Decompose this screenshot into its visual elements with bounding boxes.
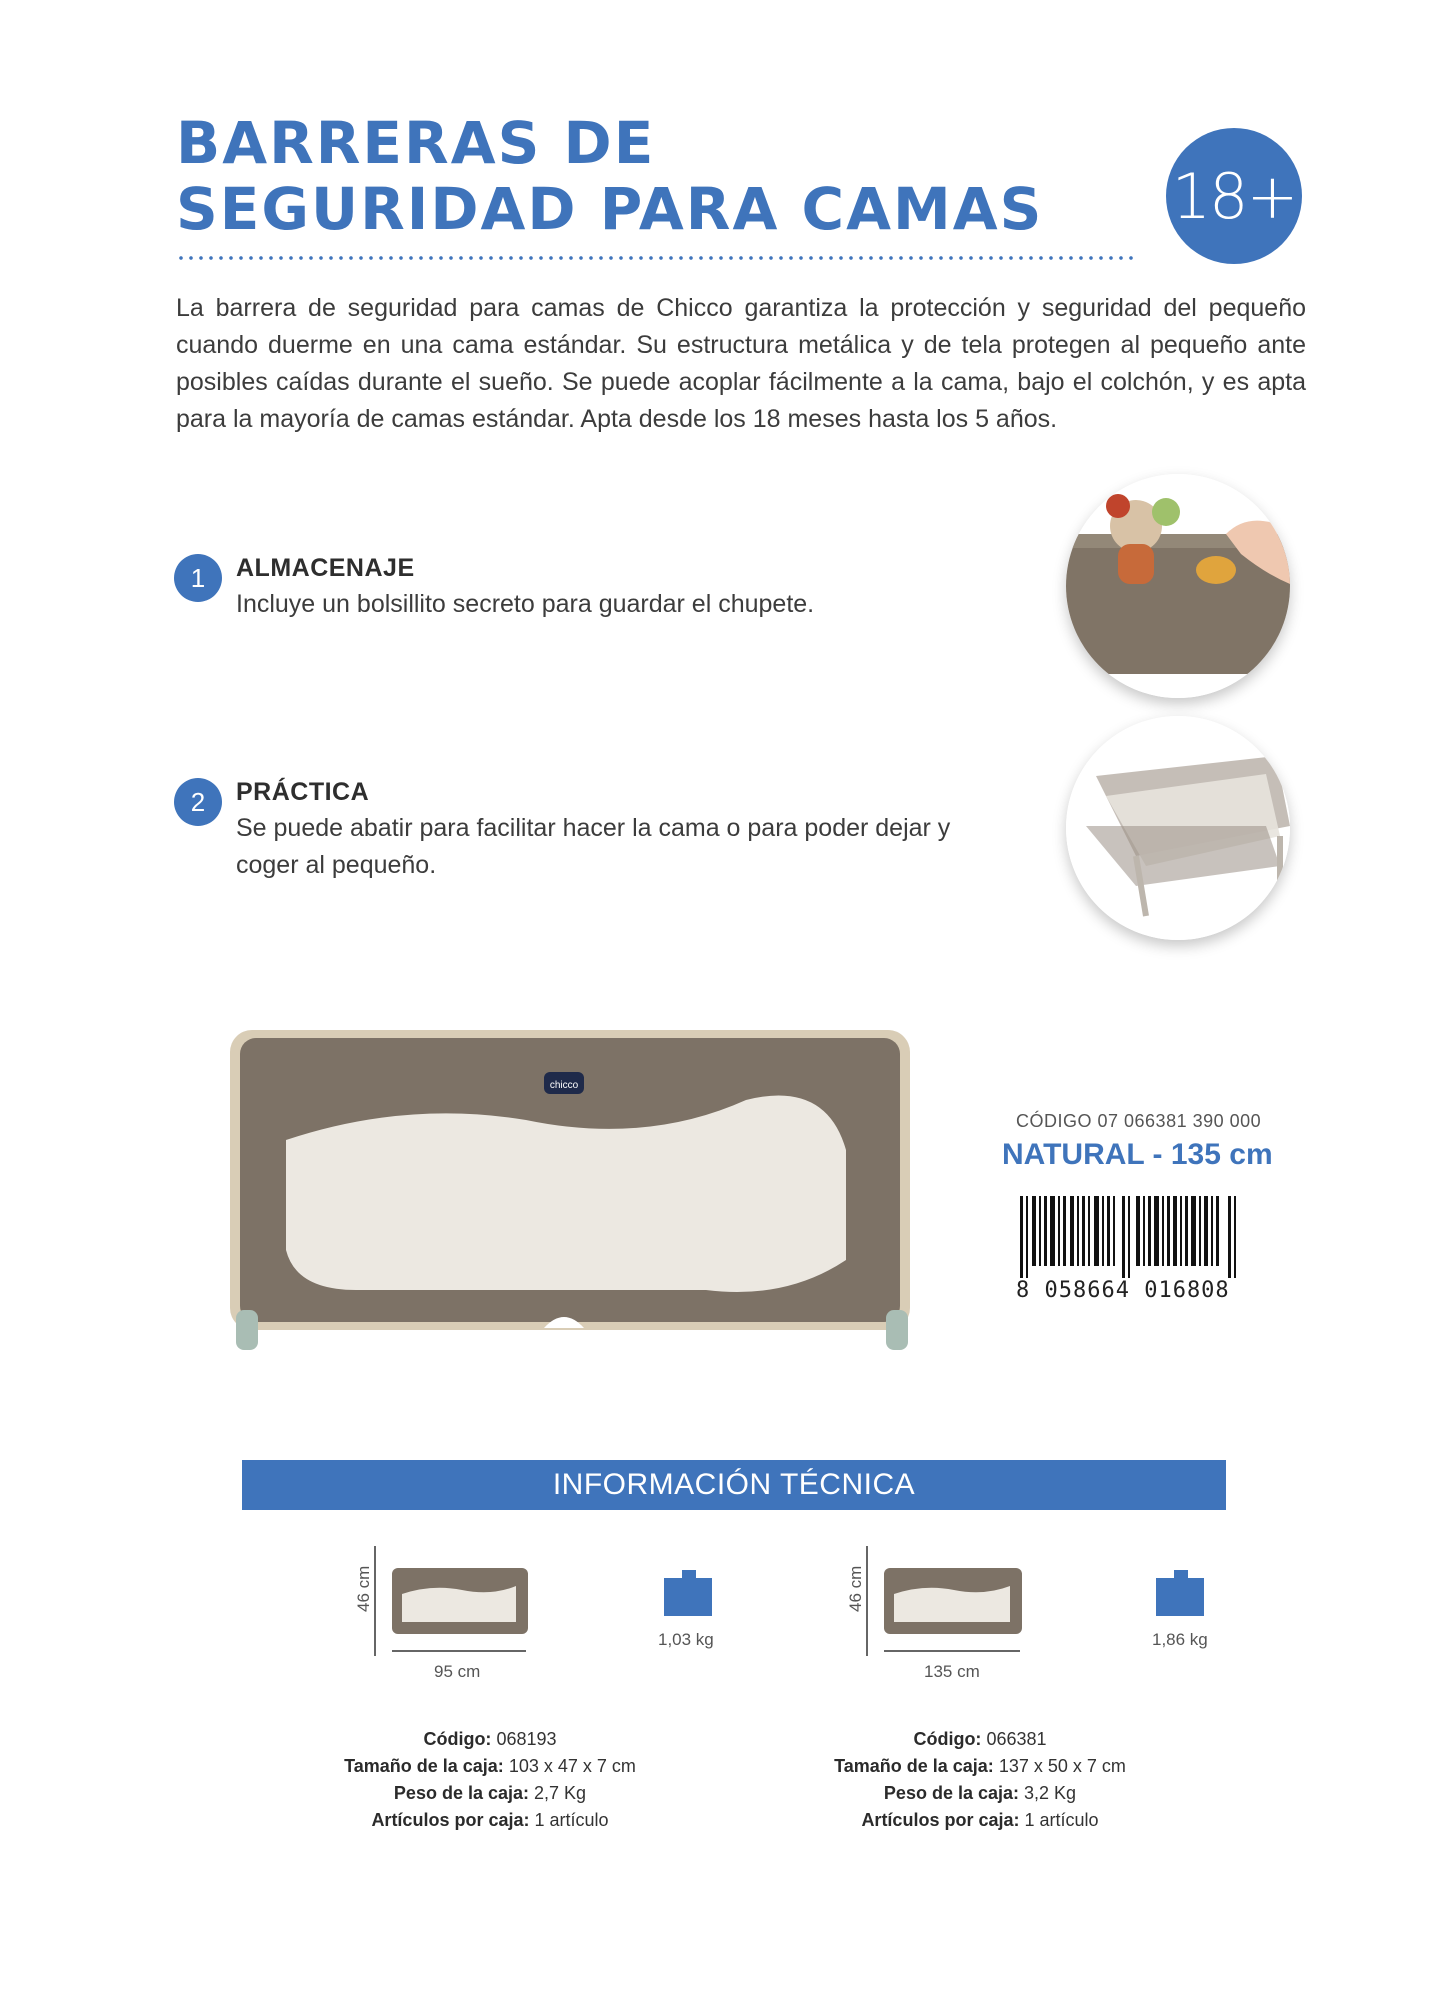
- code-value: 068193: [496, 1729, 557, 1749]
- product-variant: NATURAL - 135 cm: [1002, 1138, 1273, 1171]
- title-line-2: SEGURIDAD PARA CAMAS: [176, 175, 1044, 243]
- model-2-height: 46 cm: [846, 1565, 865, 1612]
- page-title: [176, 110, 1076, 242]
- feature-number-2: 2: [174, 778, 222, 826]
- model-2-specs: [730, 1726, 1230, 1834]
- technical-info-heading: INFORMACIÓN TÉCNICA: [242, 1460, 1226, 1510]
- title-line-1: BARRERAS DE: [176, 109, 656, 177]
- height-guide-line: [866, 1546, 868, 1656]
- box-weight-value: 3,2 Kg: [1024, 1783, 1077, 1803]
- code-label: Código:: [423, 1729, 492, 1749]
- box-size-value: 103 x 47 x 7 cm: [508, 1756, 636, 1776]
- items-value: 1 artículo: [1024, 1810, 1099, 1830]
- barcode: [1018, 1196, 1240, 1282]
- box-weight-label: Peso de la caja:: [883, 1783, 1019, 1803]
- storage-pocket-photo: [1066, 474, 1290, 698]
- model-2-thumbnail: [884, 1568, 1022, 1634]
- feature-title-storage: ALMACENAJE: [236, 554, 415, 582]
- box-weight-label: Peso de la caja:: [393, 1783, 529, 1803]
- brand-tag: chicco: [549, 1080, 579, 1091]
- product-code: CÓDIGO 07 066381 390 000: [1016, 1111, 1262, 1131]
- items-value: 1 artículo: [534, 1810, 609, 1830]
- feature-title-practical: PRÁCTICA: [236, 778, 370, 806]
- box-size-value: 137 x 50 x 7 cm: [998, 1756, 1126, 1776]
- bed-rail-illustration: [226, 1020, 916, 1360]
- dotted-divider: [176, 256, 1136, 260]
- code-value: 066381: [986, 1729, 1047, 1749]
- feature-number-1: 1: [174, 554, 222, 602]
- feature-desc-practical: Se puede abatir para facilitar hacer la cama o para poder dejar y coger al pequeño.: [236, 814, 951, 879]
- model-1-height: 46 cm: [354, 1565, 373, 1612]
- weight-icon: [1156, 1570, 1204, 1616]
- box-size-label: Tamaño de la caja:: [344, 1756, 504, 1776]
- barcode-bars: [1018, 1196, 1240, 1278]
- model-2-width: 135 cm: [924, 1662, 980, 1681]
- fold-down-photo: [1066, 716, 1290, 940]
- box-weight-value: 2,7 Kg: [534, 1783, 587, 1803]
- barcode-number: 8 058664 016808: [1016, 1278, 1230, 1303]
- feature-desc-storage: Incluye un bolsillito secreto para guardar el chupete.: [236, 590, 815, 618]
- model-1-weight: 1,03 kg: [658, 1630, 714, 1649]
- storage-pocket-illustration: [1066, 474, 1290, 698]
- age-badge: 18+: [1166, 128, 1302, 264]
- model-1-thumbnail: [392, 1568, 528, 1634]
- height-guide-line: [374, 1546, 376, 1656]
- model-2-weight: 1,86 kg: [1152, 1630, 1208, 1649]
- model-1-width: 95 cm: [434, 1662, 481, 1681]
- weight-icon: [664, 1570, 712, 1616]
- box-size-label: Tamaño de la caja:: [834, 1756, 994, 1776]
- code-label: Código:: [913, 1729, 982, 1749]
- fold-down-illustration: [1066, 716, 1290, 940]
- items-label: Artículos por caja:: [371, 1810, 530, 1830]
- intro-paragraph: La barrera de seguridad para camas de Chicco garantiza la protección y seguridad del pequeño cuando duerme en una cama estándar. Su estructura metálica y de tela protegen al pequeño ante posibles caídas durante el sueño. Se puede acoplar fácilmente a la cama, bajo el colchón, y es apta para la mayoría de camas estándar. Apta desde los 18 meses hasta los 5 años.: [176, 294, 1306, 433]
- width-guide-line: [884, 1650, 1020, 1652]
- model-1-specs: [240, 1726, 740, 1834]
- items-label: Artículos por caja:: [861, 1810, 1020, 1830]
- width-guide-line: [392, 1650, 526, 1652]
- bed-rail-product-image: [226, 1020, 916, 1360]
